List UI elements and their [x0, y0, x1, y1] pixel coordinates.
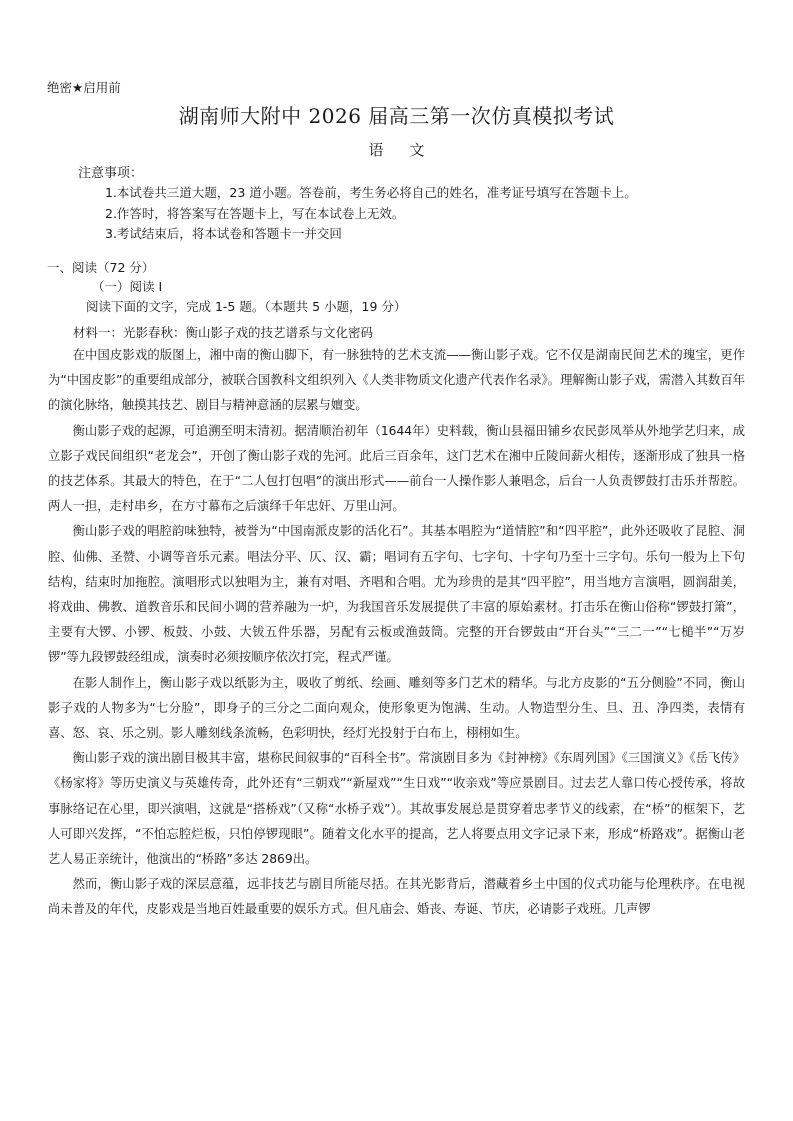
article-body: [48, 343, 745, 923]
subsection-heading: （一）阅读 Ⅰ: [92, 279, 163, 294]
notice-item: 3.考试结束后，将本试卷和答题卡一并交回: [105, 226, 342, 241]
paragraph: 然而，衡山影子戏的深层意蕴，远非技艺与剧目所能尽括。在其光影背后，潜藏着乡土中国的仪式功能与伦理秩序。在电视尚未普及的年代，皮影戏是当地百姓最重要的娱乐方式。但凡庙会、婚丧、寿诞、节庆，必请影子戏班。几声锣: [48, 877, 745, 917]
material-title: 材料一：光影春秋：衡山影子戏的技艺谱系与文化密码: [73, 325, 374, 340]
notice-heading: 注意事项：: [78, 166, 144, 181]
paragraph: 在影人制作上，衡山影子戏以纸影为主，吸收了剪纸、绘画、雕刻等多门艺术的精华。与北方皮影的“五分侧脸”不同，衡山影子戏的人物多为“七分脸”，即身子的三分之二面向观众，使形象更为饱满、生动。人物造型分生、旦、丑、净四类，表情有喜、怒、哀、乐之别。影人雕刻线条流畅，色彩明快，经灯光投射于白布上，栩栩如生。: [48, 675, 745, 741]
paragraph: 衡山影子戏的唱腔韵味独特，被誉为“中国南派皮影的活化石”。其基本唱腔为“道情腔”和“四平腔”，此外还吸收了昆腔、洞腔、仙佛、圣赞、小调等音乐元素。唱法分平、仄、汉、霸；唱词有五字句、七字句、十字句乃至十三字句。乐句一般为上下句结构，结束时加拖腔。演唱形式以独唱为主，兼有对唱、齐唱和合唱。尤为珍贵的是其“四平腔”，用当地方言演唱，圆润甜美，将戏曲、佛教、道教音乐和民间小调的营养融为一炉，为我国音乐发展提供了丰富的原始素材。打击乐在衡山俗称“锣鼓打箫”，主要有大锣、小锣、板鼓、小鼓、大钹五件乐器，另配有云板或渔鼓筒。完整的开台锣鼓由“开台头”“三二一”“七槌半”“万岁锣”等九段锣鼓经组成，演奏时必须按顺序依次打完，程式严谨。: [48, 524, 745, 665]
confidential-label: 绝密★启用前: [47, 80, 121, 95]
subject-title: 语文: [368, 141, 451, 159]
paragraph: 在中国皮影戏的版图上，湘中南的衡山脚下，有一脉独特的艺术支流——衡山影子戏。它不仅是湖南民间艺术的瑰宝，更作为“中国皮影”的重要组成部分，被联合国教科文组织列入《人类非物质文化遗产代表作名录》。理解衡山影子戏，需潜入其数百年的演化脉络，触摸其技艺、剧目与精神意涵的层累与嬗变。: [48, 348, 745, 413]
notice-item: 2.作答时，将答案写在答题卡上，写在本试卷上无效。: [105, 206, 405, 221]
exam-title: 湖南师大附中 2026 届高三第一次仿真模拟考试: [178, 104, 615, 128]
section-heading: 一、阅读（72 分）: [47, 260, 155, 275]
paragraph: 衡山影子戏的起源，可追溯至明末清初。据清顺治初年（1644年）史料载，衡山县福田铺乡农民彭凤举从外地学艺归来，成立影子戏民间组织“老龙会”，开创了衡山影子戏的先河。此后三百余年，这门艺术在湘中丘陵间薪火相传，逐渐形成了独具一格的技艺体系。其最大的特色，在于“二人包打包唱”的演出形式——前台一人操作影人兼唱念，后台一人负责锣鼓打击乐并帮腔。两人一担，走村串乡，在方寸幕布之后演绎千年忠奸、万里山河。: [48, 423, 745, 514]
notice-item: 1.本试卷共三道大题，23 道小题。答卷前，考生务必将自己的姓名，准考证号填写在答题卡上。: [105, 185, 637, 200]
paragraph: 衡山影子戏的演出剧目极其丰富，堪称民间叙事的“百科全书”。常演剧目多为《封神榜》《东周列国》《三国演义》《岳飞传》《杨家将》等历史演义与英雄传奇，此外还有“三朝戏”“新屋戏”“生日戏”“收亲戏”等应景剧目。过去艺人靠口传心授传承，将故事脉络记在心里，即兴演唱，这就是“搭桥戏”（又称“水桥子戏”）。其故事发展总是贯穿着忠孝节义的线索，在“桥”的框架下，艺人可即兴发挥，“不怕忘腔烂板，只怕停锣现眼”。随着文化水平的提高，艺人将要点用文字记录下来，形成“桥路戏”。据衡山老艺人易正亲统计，他演出的“桥路”多达 2869出。: [48, 751, 745, 867]
reading-instruction: 阅读下面的文字，完成 1-5 题。（本题共 5 小题，19 分）: [86, 299, 407, 314]
